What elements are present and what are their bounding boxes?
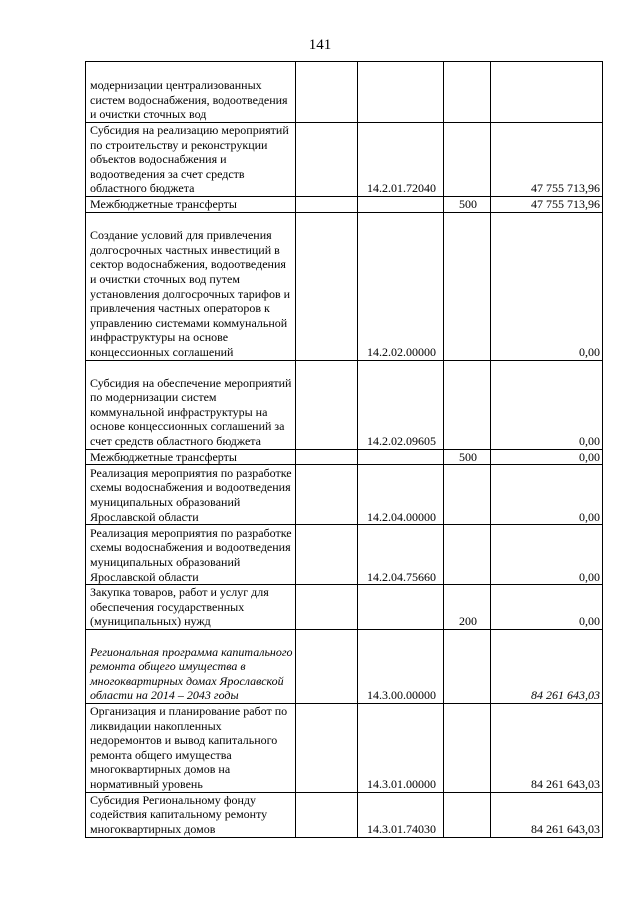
row-sum-cell: 84 261 643,03 [491, 792, 603, 837]
budget-table [85, 61, 603, 838]
row-empty-cell [296, 465, 358, 525]
row-sum-cell: 0,00 [491, 585, 603, 630]
row-code-cell: 14.2.02.09605 [358, 360, 444, 449]
row-name-cell: Субсидия на реализацию мероприятий по строительству и реконструкции объектов водоснабжения и водоотведения за счет средств областного бюджета [86, 123, 296, 197]
row-empty-cell [296, 792, 358, 837]
row-code-cell: 14.3.01.00000 [358, 703, 444, 792]
row-code-cell [358, 196, 444, 212]
row-code-cell: 14.2.04.75660 [358, 525, 444, 585]
row-code-cell [358, 585, 444, 630]
table-row [86, 525, 603, 585]
table-row [86, 123, 603, 197]
table-row [86, 212, 603, 360]
row-sum-cell: 0,00 [491, 212, 603, 360]
row-expense-type-cell [444, 360, 491, 449]
row-expense-type-cell: 500 [444, 196, 491, 212]
row-expense-type-cell [444, 703, 491, 792]
row-name-cell: Региональная программа капитального ремонта общего имущества в многоквартирных домах Ярославской области на 2014 – 2043 годы [86, 629, 296, 703]
page-number: 141 [308, 37, 332, 53]
row-name-cell: Реализация мероприятия по разработке схемы водоснабжения и водоотведения муниципальных образований Ярославской области [86, 465, 296, 525]
row-sum-cell: 47 755 713,96 [491, 123, 603, 197]
row-sum-cell: 47 755 713,96 [491, 196, 603, 212]
table-row [86, 629, 603, 703]
table-row [86, 360, 603, 449]
row-sum-cell: 0,00 [491, 360, 603, 449]
row-empty-cell [296, 212, 358, 360]
row-expense-type-cell [444, 525, 491, 585]
row-empty-cell [296, 196, 358, 212]
row-sum-cell: 0,00 [491, 525, 603, 585]
row-code-cell [358, 62, 444, 123]
row-name-cell: модернизации централизованных систем водоснабжения, водоотведения и очистки сточных вод [86, 62, 296, 123]
table-row [86, 585, 603, 630]
row-code-cell: 14.3.01.74030 [358, 792, 444, 837]
row-empty-cell [296, 525, 358, 585]
row-empty-cell [296, 629, 358, 703]
row-name-cell: Межбюджетные трансферты [86, 449, 296, 465]
row-code-cell [358, 449, 444, 465]
row-name-cell: Реализация мероприятия по разработке схемы водоснабжения и водоотведения муниципальных образований Ярославской области [86, 525, 296, 585]
row-empty-cell [296, 62, 358, 123]
table-row [86, 703, 603, 792]
table-row [86, 465, 603, 525]
row-empty-cell [296, 360, 358, 449]
row-code-cell: 14.2.01.72040 [358, 123, 444, 197]
row-expense-type-cell: 200 [444, 585, 491, 630]
row-expense-type-cell: 500 [444, 449, 491, 465]
row-empty-cell [296, 585, 358, 630]
row-sum-cell: 0,00 [491, 465, 603, 525]
row-expense-type-cell [444, 792, 491, 837]
row-name-cell: Создание условий для привлечения долгосрочных частных инвестиций в сектор водоснабжения, водоотведения и очистки сточных вод путем установления долгосрочных тарифов и привлечения частных операторов к управлению системами коммунальной инфраструктуры на основе концессионных соглашений [86, 212, 296, 360]
row-code-cell: 14.2.02.00000 [358, 212, 444, 360]
row-empty-cell [296, 449, 358, 465]
row-expense-type-cell [444, 465, 491, 525]
row-code-cell: 14.3.00.00000 [358, 629, 444, 703]
row-expense-type-cell [444, 212, 491, 360]
row-sum-cell: 0,00 [491, 449, 603, 465]
row-name-cell: Субсидия Региональному фонду содействия капитальному ремонту многоквартирных домов [86, 792, 296, 837]
row-sum-cell [491, 62, 603, 123]
table-row [86, 792, 603, 837]
table-row [86, 196, 603, 212]
row-expense-type-cell [444, 629, 491, 703]
row-sum-cell: 84 261 643,03 [491, 629, 603, 703]
row-name-cell: Закупка товаров, работ и услуг для обеспечения государственных (муниципальных) нужд [86, 585, 296, 630]
row-name-cell: Межбюджетные трансферты [86, 196, 296, 212]
row-expense-type-cell [444, 123, 491, 197]
table-row [86, 449, 603, 465]
row-name-cell: Субсидия на обеспечение мероприятий по модернизации систем коммунальной инфраструктуры на основе концессионных соглашений за счет средств областного бюджета [86, 360, 296, 449]
row-empty-cell [296, 703, 358, 792]
row-name-cell: Организация и планирование работ по ликвидации накопленных недоремонтов и вывод капитального ремонта общего имущества многоквартирных домов на нормативный уровень [86, 703, 296, 792]
row-empty-cell [296, 123, 358, 197]
row-code-cell: 14.2.04.00000 [358, 465, 444, 525]
row-sum-cell: 84 261 643,03 [491, 703, 603, 792]
row-expense-type-cell [444, 62, 491, 123]
table-row [86, 62, 603, 123]
